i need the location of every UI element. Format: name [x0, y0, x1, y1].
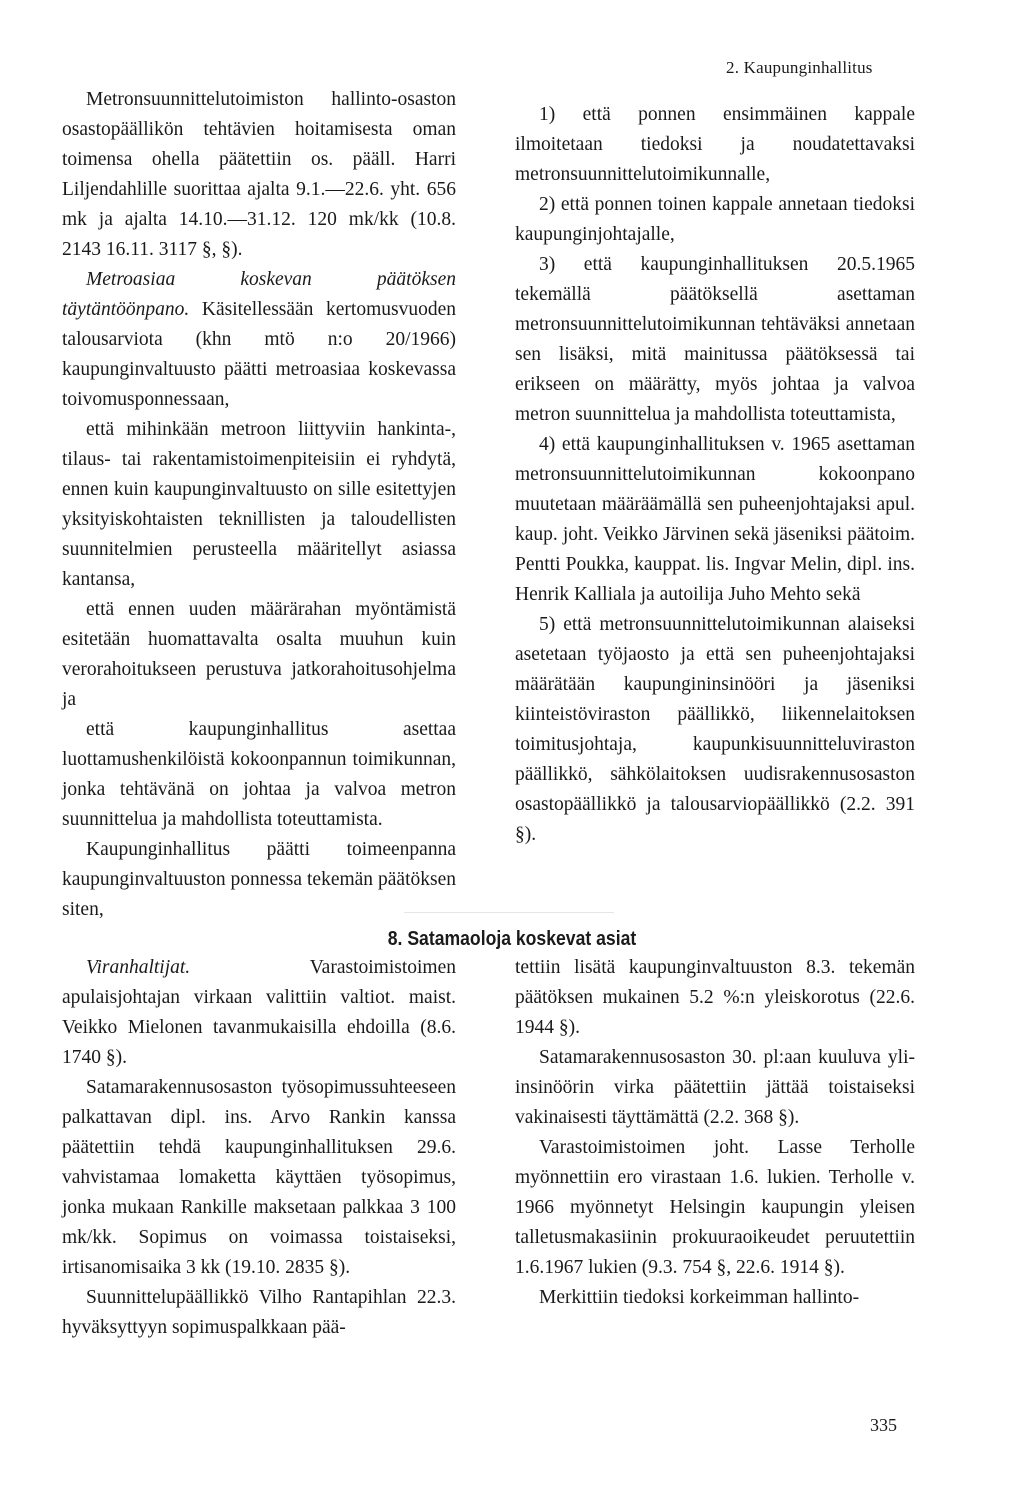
paragraph: Kaupunginhallitus päätti toimeenpanna kaupunginvaltuuston ponnessa tekemän päätöksen siten, [62, 839, 456, 920]
paragraph: että kaupunginhallitus asettaa luottamushenkilöistä kokoonpannun toimikunnan, jonka tehtävänä on johtaa ja valvoa metron suunnittelua ja mahdollista toteuttamista. [62, 719, 456, 830]
section-heading: 8. Satamaoloja koskevat asiat [387, 928, 637, 950]
paragraph-text: Käsitellessään kertomusvuoden talousarviota (khn mtö n:o 20/1966) kaupunginvaltuusto päätti metroasiaa koskevassa toivomusponnessaan, [62, 299, 456, 410]
paragraph: Varastoimistoimen joht. Lasse Terholle myönnettiin ero virastaan 1.6. lukien. Terholle v. 1966 myönnetyt Helsingin kaupungin yleisen talletusmakasiinin prokuuraoikeudet peruutettiin 1.6.1967 lukien (9.3. 754 §, 22.6. 1914 §). [515, 1137, 915, 1278]
harbour-text-column-left [62, 953, 456, 1343]
list-item: 2) että ponnen toinen kappale annetaan tiedoksi kaupunginjohtajalle, [515, 194, 915, 245]
paragraph-heading: Metroasiaa koskevan päätöksen täytäntöönpano. [62, 269, 456, 320]
paragraph: Satamarakennusosaston työsopimussuhteeseen palkattavan dipl. ins. Arvo Rankin kanssa päätettiin tehdä kaupunginhallituksen 29.6. vahvistamaa lomaketta käyttäen työsopimus, jonka mukaan Rankille maksetaan palkkaa 3 100 mk/kk. Sopimus on voimassa toistaiseksi, irtisanomisaika 3 kk (19.10. 2835 §). [62, 1077, 456, 1278]
paragraph [62, 953, 456, 1073]
paragraph: että mihinkään metroon liittyviin hankinta-, tilaus- tai rakentamistoimenpiteisiin ei ryhdytä, ennen kuin kaupunginvaltuusto on sille esitettyjen yksityiskohtaisten teknillisten ja taloudellisten suunnitelmien perusteella määritellyt asiassa kantansa, [62, 419, 456, 590]
paragraph: että ennen uuden määrärahan myöntämistä esitetään huomattavalta osalta muuhun kuin verorahoitukseen perustuva jatkorahoitusohjelma ja [62, 599, 456, 710]
metro-text-column-left [62, 85, 456, 925]
page-number: 335 [870, 1415, 897, 1435]
paragraph-text: Varastoimistoimen apulaisjohtajan virkaan valittiin valtiot. maist. Veikko Mielonen tavanmukaisilla ehdoilla (8.6. 1740 §). [62, 957, 456, 1068]
paragraph: Suunnittelupäällikkö Vilho Rantapihlan 22.3. hyväksyttyyn sopimuspalkkaan pää- [62, 1287, 456, 1338]
paragraph: tettiin lisätä kaupunginvaltuuston 8.3. tekemän päätöksen mukainen 5.2 %:n yleiskorotus (22.6. 1944 §). [515, 957, 915, 1038]
paragraph: Merkittiin tiedoksi korkeimman hallinto- [539, 1287, 860, 1308]
list-item: 4) että kaupunginhallituksen v. 1965 asettaman metronsuunnittelutoimikunnan kokoonpano muutetaan määräämällä sen puheenjohtajaksi apul. kaup. joht. Veikko Järvinen sekä jäseniksi päätoim. Pentti Poukka, kauppat. lis. Ingvar Melin, dipl. ins. Henrik Kalliala ja autoilija Juho Mehto sekä [515, 434, 915, 605]
running-head: 2. Kaupunginhallitus [726, 58, 873, 77]
metro-text-column-right [515, 100, 915, 850]
list-item: 1) että ponnen ensimmäinen kappale ilmoitetaan tiedoksi ja noudatettavaksi metronsuunnittelutoimikunnalle, [515, 104, 915, 185]
paragraph: Metronsuunnittelutoimiston hallinto-osaston osastopäällikön tehtävien hoitamisesta oman toimensa ohella päätettiin os. pääll. Harri Liljendahlille suorittaa ajalta 9.1.—22.6. yht. 656 mk ja ajalta 14.10.—31.12. 120 mk/kk (10.8. 2143 16.11. 3117 §, §). [62, 89, 456, 260]
list-item: 3) että kaupunginhallituksen 20.5.1965 tekemällä päätöksellä asettaman metronsuunnittelutoimikunnan tehtäväksi annetaan sen lisäksi, mitä mainitussa päätöksessä tai erikseen on määrätty, myös johtaa ja valvoa metron suunnittelua ja mahdollista toteuttamista, [515, 254, 915, 425]
section-divider [404, 912, 614, 913]
harbour-text-column-right [515, 953, 915, 1313]
paragraph-heading: Viranhaltijat. [86, 957, 191, 978]
paragraph [62, 265, 456, 415]
list-item: 5) että metronsuunnittelutoimikunnan alaiseksi asetetaan työjaosto ja että sen puheenjohtajaksi määrätään kaupungininsinööri ja jäseniksi kiinteistöviraston päällikkö, liikennelaitoksen toimitusjohtaja, kaupunkisuunnitteluviraston päällikkö, sähkölaitoksen uudisrakennusosaston osastopäällikkö ja talousarviopäällikkö (2.2. 391 §). [515, 614, 915, 845]
paragraph: Satamarakennusosaston 30. pl:aan kuuluva yli-insinöörin virka päätettiin jättää toistaiseksi vakinaisesti täyttämättä (2.2. 368 §). [515, 1047, 915, 1128]
